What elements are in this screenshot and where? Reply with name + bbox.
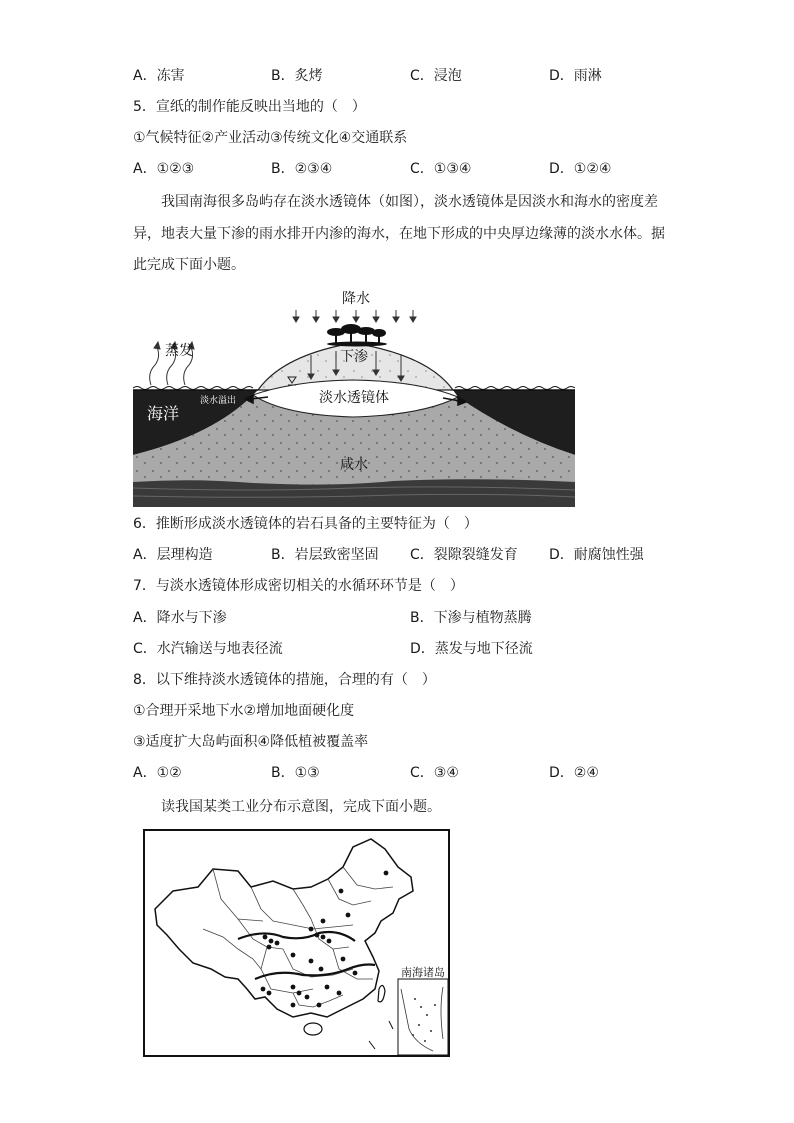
south-china-sea-inset (398, 979, 448, 1055)
label-ocean: 海洋 (147, 404, 180, 423)
hainan-island (304, 1023, 322, 1035)
q8-items-2: ③适度扩大岛屿面积④降低植被覆盖率 (133, 734, 369, 750)
q5-option-a[interactable]: A．①②③ (133, 161, 195, 177)
q4-option-a[interactable]: A．冻害 (133, 68, 185, 84)
q4-option-c[interactable]: C．浸泡 (410, 68, 462, 84)
q6-option-d[interactable]: D．耐腐蚀性强 (549, 547, 644, 563)
q7-option-a[interactable]: A．降水与下渗 (133, 610, 227, 626)
label-evaporation: 蒸发 (165, 343, 193, 359)
q8-items-1: ①合理开采地下水②增加地面硬化度 (133, 703, 355, 719)
q4-option-b[interactable]: B．炙烤 (271, 68, 323, 84)
q5-option-c[interactable]: C．①③④ (410, 161, 472, 177)
label-rain: 降水 (342, 291, 370, 307)
label-infiltration: 下渗 (340, 349, 368, 365)
q8-option-c[interactable]: C．③④ (410, 765, 459, 781)
q5-items: ①气候特征②产业活动③传统文化④交通联系 (133, 130, 408, 146)
passage1-line-3: 此完成下面小题。 (133, 257, 245, 273)
q7-option-b[interactable]: B．下渗与植物蒸腾 (410, 610, 532, 626)
inset-label: 南海诸岛 (401, 966, 445, 979)
passage1-line-1: 我国南海很多岛屿存在淡水透镜体（如图），淡水透镜体是因淡水和海水的密度差 (161, 194, 658, 210)
label-saltwater: 咸水 (340, 457, 368, 473)
label-lens: 淡水透镜体 (319, 390, 389, 406)
q6-option-c[interactable]: C．裂隙裂缝发育 (410, 547, 518, 563)
q6-option-a[interactable]: A．层理构造 (133, 547, 213, 563)
q5-option-d[interactable]: D．①②④ (549, 161, 612, 177)
q8-option-a[interactable]: A．①② (133, 765, 182, 781)
q5-option-b[interactable]: B．②③④ (271, 161, 333, 177)
q5-stem: 5．宣纸的制作能反映出当地的（ ） (133, 99, 366, 115)
q7-option-d[interactable]: D．蒸发与地下径流 (410, 641, 533, 657)
q4-option-d[interactable]: D．雨淋 (549, 68, 602, 84)
label-overflow: 淡水溢出 (199, 396, 237, 406)
q8-option-d[interactable]: D．②④ (549, 765, 599, 781)
freshwater-lens-diagram (133, 285, 575, 507)
q7-option-c[interactable]: C．水汽输送与地表径流 (133, 641, 283, 657)
q6-stem: 6．推断形成淡水透镜体的岩石具备的主要特征为（ ） (133, 516, 478, 532)
q8-stem: 8．以下维持淡水透镜体的措施，合理的有（ ） (133, 672, 436, 688)
q6-option-b[interactable]: B．岩层致密坚固 (271, 547, 379, 563)
q7-stem: 7．与淡水透镜体形成密切相关的水循环环节是（ ） (133, 578, 464, 594)
passage2: 读我国某类工业分布示意图，完成下面小题。 (161, 799, 441, 815)
passage1-line-2: 异，地表大量下渗的雨水排开内渗的海水，在地下形成的中央厚边缘薄的淡水水体。据 (133, 226, 665, 242)
q8-option-b[interactable]: B．①③ (271, 765, 320, 781)
china-industry-map (143, 829, 450, 1057)
